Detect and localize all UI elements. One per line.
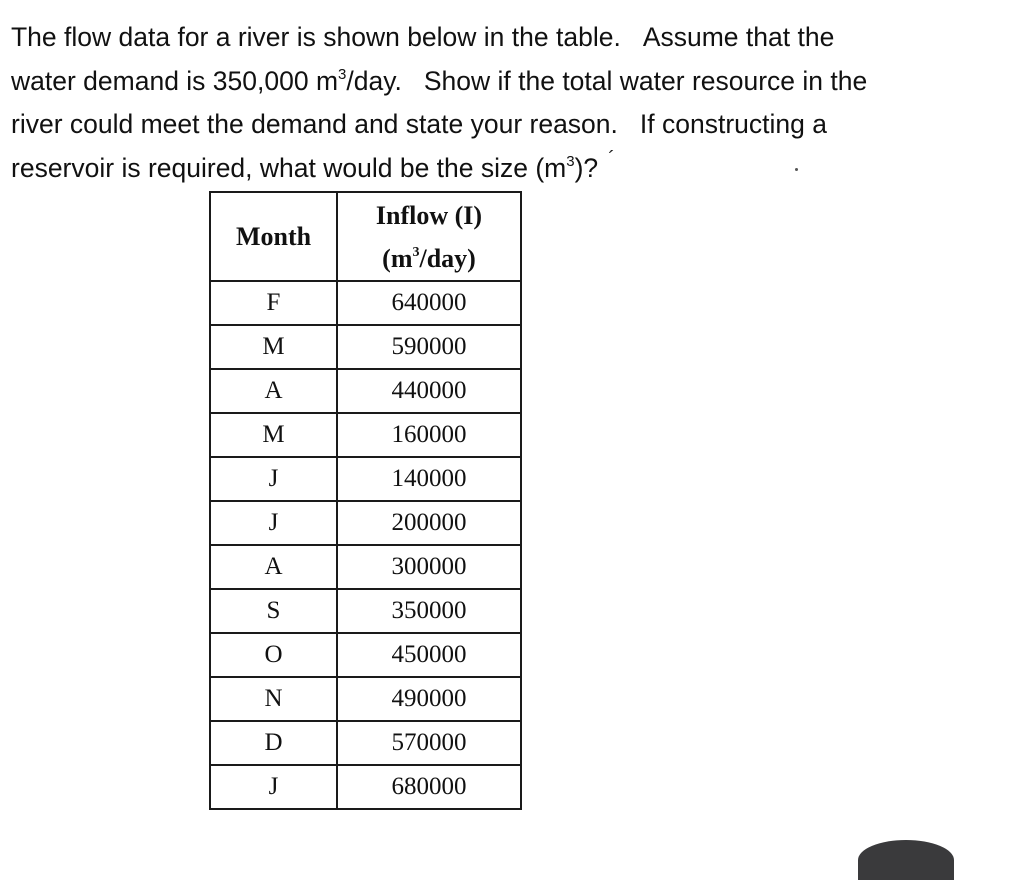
floating-action-button-partial[interactable]	[858, 840, 954, 880]
month-cell: A	[210, 369, 337, 413]
question-sentence-1: The flow data for a river is shown below in the table.	[11, 22, 621, 52]
month-cell: D	[210, 721, 337, 765]
question-line-4	[11, 147, 1011, 194]
month-header: Month	[210, 192, 337, 281]
inflow-cell: 640000	[337, 281, 521, 325]
table-row	[210, 633, 521, 677]
inflow-cell: 680000	[337, 765, 521, 809]
question-sentence-2-start: Assume that the	[642, 22, 835, 52]
month-cell: M	[210, 413, 337, 457]
inflow-header-unit	[338, 237, 520, 280]
question-demand-unit: /day.	[346, 65, 402, 96]
question-line-1	[11, 16, 1011, 60]
table-row	[210, 501, 521, 545]
inflow-cell: 450000	[337, 633, 521, 677]
table-header-row	[210, 192, 521, 281]
month-cell: M	[210, 325, 337, 369]
table-row	[210, 545, 521, 589]
month-cell: J	[210, 501, 337, 545]
question-sentence-3-end: river could meet the demand and state your reason.	[11, 109, 618, 139]
table-row	[210, 721, 521, 765]
question-demand-superscript: 3	[338, 65, 347, 83]
flow-data-table	[209, 191, 522, 810]
table-row	[210, 281, 521, 325]
question-text	[11, 16, 1011, 193]
inflow-cell: 200000	[337, 501, 521, 545]
question-sentence-4-end: reservoir is required, what would be the size (m	[11, 152, 567, 183]
month-cell: F	[210, 281, 337, 325]
inflow-cell: 300000	[337, 545, 521, 589]
month-cell: N	[210, 677, 337, 721]
question-line-2	[11, 60, 1011, 104]
question-sentence-3-start: Show if the total water resource in the	[423, 65, 868, 96]
table-row	[210, 413, 521, 457]
table-row	[210, 369, 521, 413]
month-cell: O	[210, 633, 337, 677]
inflow-header	[337, 192, 521, 281]
question-size-close: )?	[574, 152, 599, 183]
inflow-cell: 490000	[337, 677, 521, 721]
question-size-superscript: 3	[566, 152, 575, 170]
inflow-cell: 160000	[337, 413, 521, 457]
stray-dot	[795, 168, 798, 171]
inflow-cell: 140000	[337, 457, 521, 501]
table-body	[210, 281, 521, 809]
month-cell: S	[210, 589, 337, 633]
inflow-unit-rate: /day)	[419, 243, 476, 273]
inflow-cell: 590000	[337, 325, 521, 369]
inflow-unit-superscript: 3	[412, 244, 420, 260]
month-cell: J	[210, 457, 337, 501]
inflow-unit-base: (m	[382, 243, 413, 273]
month-cell: J	[210, 765, 337, 809]
table-row	[210, 325, 521, 369]
question-line-3	[11, 103, 1011, 147]
inflow-cell: 440000	[337, 369, 521, 413]
month-cell: A	[210, 545, 337, 589]
inflow-header-label: Inflow (I)	[375, 200, 483, 230]
table-row	[210, 677, 521, 721]
table-row	[210, 457, 521, 501]
question-demand-text: water demand is 350,000 m	[11, 65, 339, 96]
table-row	[210, 765, 521, 809]
table-row	[210, 589, 521, 633]
stray-mark: ´	[608, 147, 615, 170]
inflow-cell: 350000	[337, 589, 521, 633]
question-sentence-4-start: If constructing a	[639, 109, 827, 139]
inflow-cell: 570000	[337, 721, 521, 765]
